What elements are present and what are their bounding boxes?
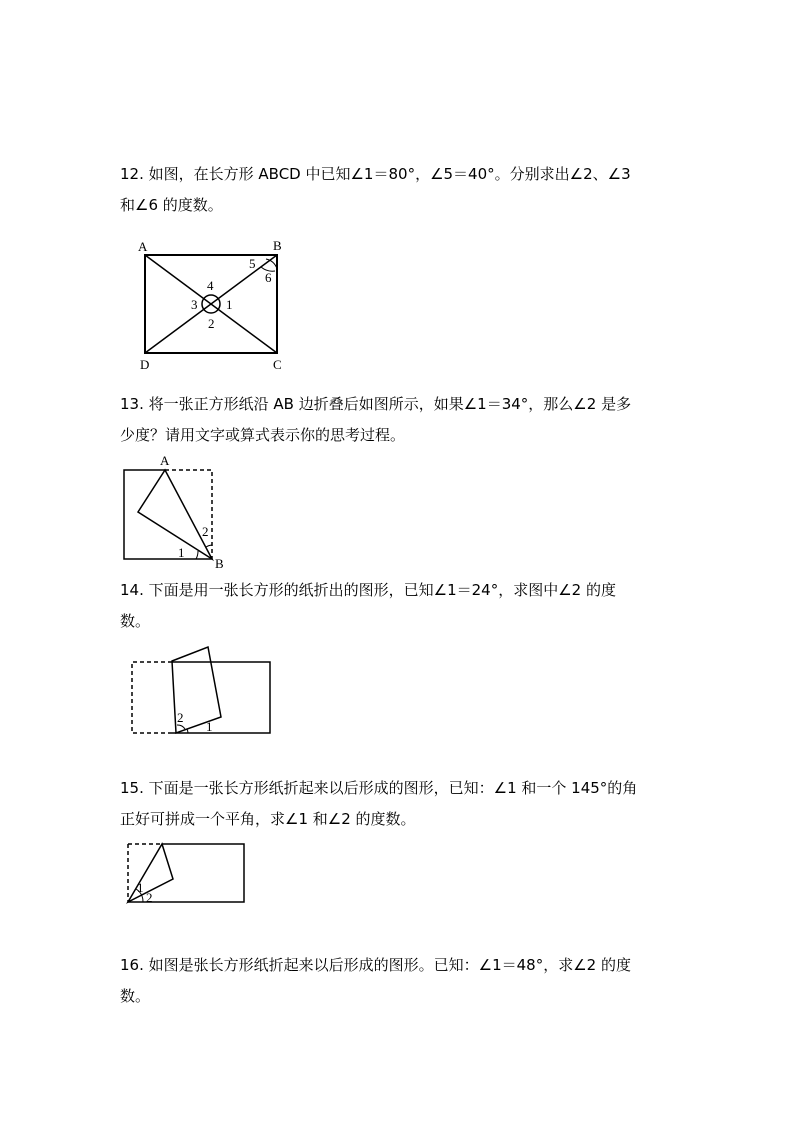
label-angle-1: 1 [137,880,144,895]
label-b: B [273,238,282,253]
label-angle-5: 5 [249,256,256,271]
folded-flap [138,470,212,559]
label-a: A [160,453,170,468]
angle-2-arc [177,725,185,729]
label-angle-3: 3 [191,297,198,312]
figure-15-folded-rectangle [122,838,252,908]
label-angle-1: 1 [178,545,185,560]
question-15 [120,773,680,835]
figure-12-rectangle-abcd [130,236,300,376]
question-14-line-1: 14. 下面是用一张长方形的纸折出的图形，已知∠1＝24°，求图中∠2 的度 [120,581,616,599]
angle-2-arc [206,545,212,547]
label-angle-6: 6 [265,270,272,285]
figure-14-folded-rectangle [126,640,276,740]
question-13-line-1: 13. 将一张正方形纸沿 AB 边折叠后如图所示，如果∠1＝34°，那么∠2 是多 [120,395,632,413]
square-visible-edges [124,470,212,559]
question-15-line-2: 正好可拼成一个平角，求∠1 和∠2 的度数。 [120,810,416,828]
question-13-line-2: 少度？请用文字或算式表示你的思考过程。 [120,426,406,444]
label-angle-1: 1 [206,719,213,734]
figure-13-folded-square [118,452,233,572]
angle-6-arc [266,259,277,269]
label-d: D [140,357,150,372]
label-c: C [273,357,282,372]
question-14-line-2: 数。 [120,612,151,630]
label-angle-1: 1 [226,297,233,312]
question-16-line-1: 16. 如图是张长方形纸折起来以后形成的图形。已知：∠1＝48°，求∠2 的度 [120,956,631,974]
question-12-line-1: 12. 如图，在长方形 ABCD 中已知∠1＝80°，∠5＝40°。分别求出∠2、∠3 [120,165,631,183]
question-13 [120,389,680,451]
question-14 [120,575,680,637]
angle-2-arc [142,896,143,902]
question-16-line-2: 数。 [120,987,151,1005]
rectangle-folded-away-edges [132,662,172,733]
question-15-line-1: 15. 下面是一张长方形纸折起来以后形成的图形，已知：∠1 和一个 145°的角 [120,779,638,797]
label-angle-2: 2 [177,710,184,725]
label-angle-4: 4 [207,278,214,293]
question-16 [120,950,680,1012]
label-angle-2: 2 [202,524,209,539]
rectangle-visible-edges [172,662,270,733]
label-a: A [138,239,148,254]
question-12-line-2: 和∠6 的度数。 [120,196,223,214]
label-angle-2: 2 [146,890,153,905]
label-b: B [215,556,224,571]
label-angle-2: 2 [208,316,215,331]
question-12 [120,159,680,221]
angle-1-arc [196,551,198,559]
